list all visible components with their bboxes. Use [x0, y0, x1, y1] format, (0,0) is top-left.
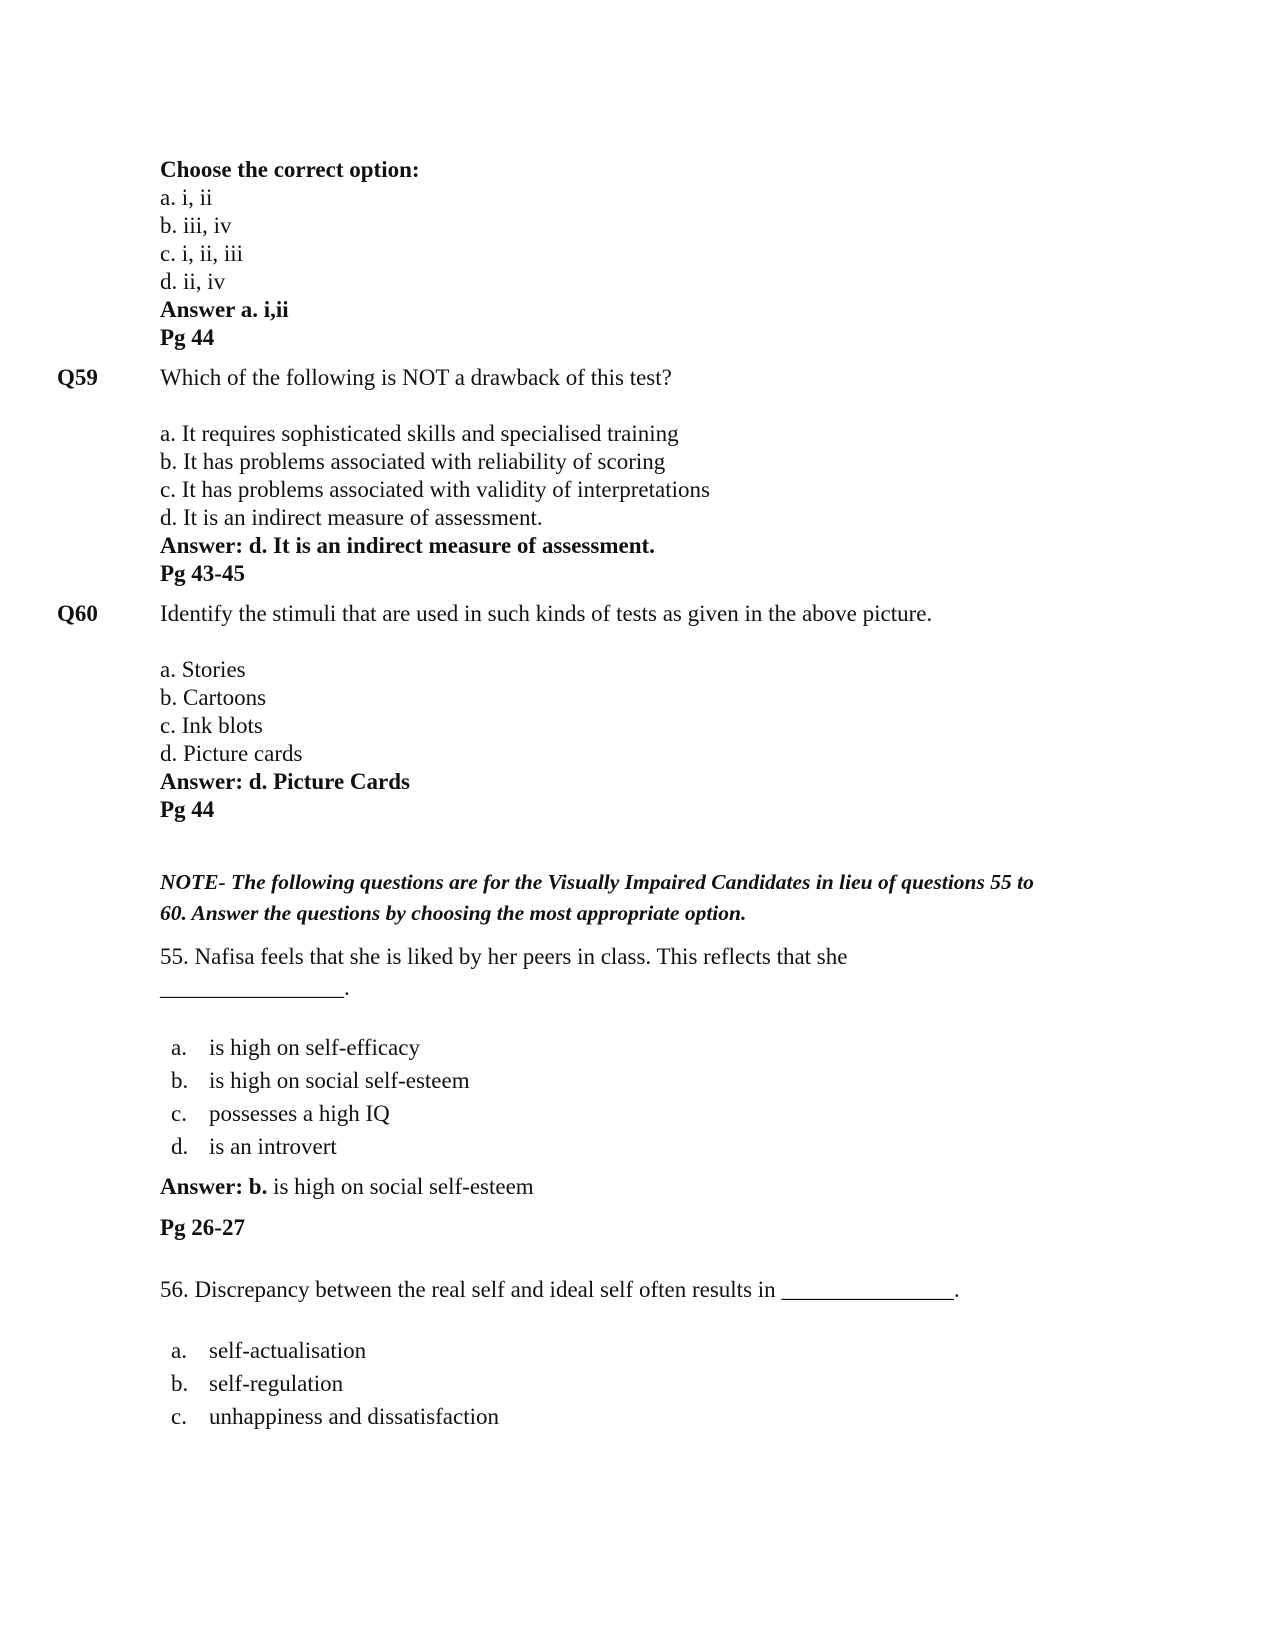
option-d: d. Picture cards [160, 741, 303, 766]
page-reference: Pg 44 [160, 797, 215, 822]
option-d: d. ii, iv [160, 269, 226, 294]
option-text: self-actualisation [209, 1338, 367, 1363]
option-c: c. Ink blots [160, 713, 263, 738]
option-text: is high on social self-esteem [209, 1068, 470, 1093]
note-line-2: 60. Answer the questions by choosing the most appropriate option. [160, 901, 747, 925]
answer-label: Answer: b. [160, 1174, 268, 1199]
question-number: Q59 [57, 365, 98, 390]
note-line-1: NOTE- The following questions are for the Visually Impaired Candidates in lieu of questions 55 to [160, 870, 1034, 894]
option-text: possesses a high IQ [209, 1101, 390, 1126]
answer [160, 1173, 534, 1201]
option-letter: c. [171, 1404, 187, 1429]
option-letter: c. [171, 1101, 187, 1126]
answer: Answer: d. It is an indirect measure of assessment. [160, 533, 655, 558]
question-text: 55. Nafisa feels that she is liked by her peers in class. This reflects that she [160, 944, 848, 969]
option-d: d. It is an indirect measure of assessment. [160, 505, 543, 530]
option-text: self-regulation [209, 1371, 344, 1396]
option-letter: a. [171, 1035, 187, 1060]
question-text: Identify the stimuli that are used in such kinds of tests as given in the above picture. [160, 601, 933, 626]
option-letter: b. [171, 1068, 189, 1093]
option-c: c. It has problems associated with validity of interpretations [160, 477, 710, 502]
question-number: Q60 [57, 601, 98, 626]
question-text: 56. Discrepancy between the real self and ideal self often results in _______________. [160, 1277, 960, 1302]
page-reference: Pg 43-45 [160, 561, 245, 586]
answer: Answer: d. Picture Cards [160, 769, 410, 794]
option-text: is an introvert [209, 1134, 337, 1159]
option-b: b. Cartoons [160, 685, 267, 710]
option-letter: d. [171, 1134, 189, 1159]
option-letter: a. [171, 1338, 187, 1363]
choose-option-heading: Choose the correct option: [160, 157, 420, 182]
option-letter: b. [171, 1371, 189, 1396]
option-c: c. i, ii, iii [160, 241, 244, 266]
option-text: is high on self-efficacy [209, 1035, 420, 1060]
option-b: b. It has problems associated with reliability of scoring [160, 449, 666, 474]
option-b: b. iii, iv [160, 213, 232, 238]
question-blank: ________________. [160, 975, 350, 1000]
option-a: a. Stories [160, 657, 246, 682]
option-text: unhappiness and dissatisfaction [209, 1404, 500, 1429]
option-a: a. i, ii [160, 185, 213, 210]
page-reference: Pg 26-27 [160, 1215, 245, 1240]
answer-text: is high on social self-esteem [267, 1174, 534, 1199]
option-a: a. It requires sophisticated skills and specialised training [160, 421, 679, 446]
question-text: Which of the following is NOT a drawback of this test? [160, 365, 672, 390]
answer: Answer a. i,ii [160, 297, 289, 322]
page-reference: Pg 44 [160, 325, 215, 350]
